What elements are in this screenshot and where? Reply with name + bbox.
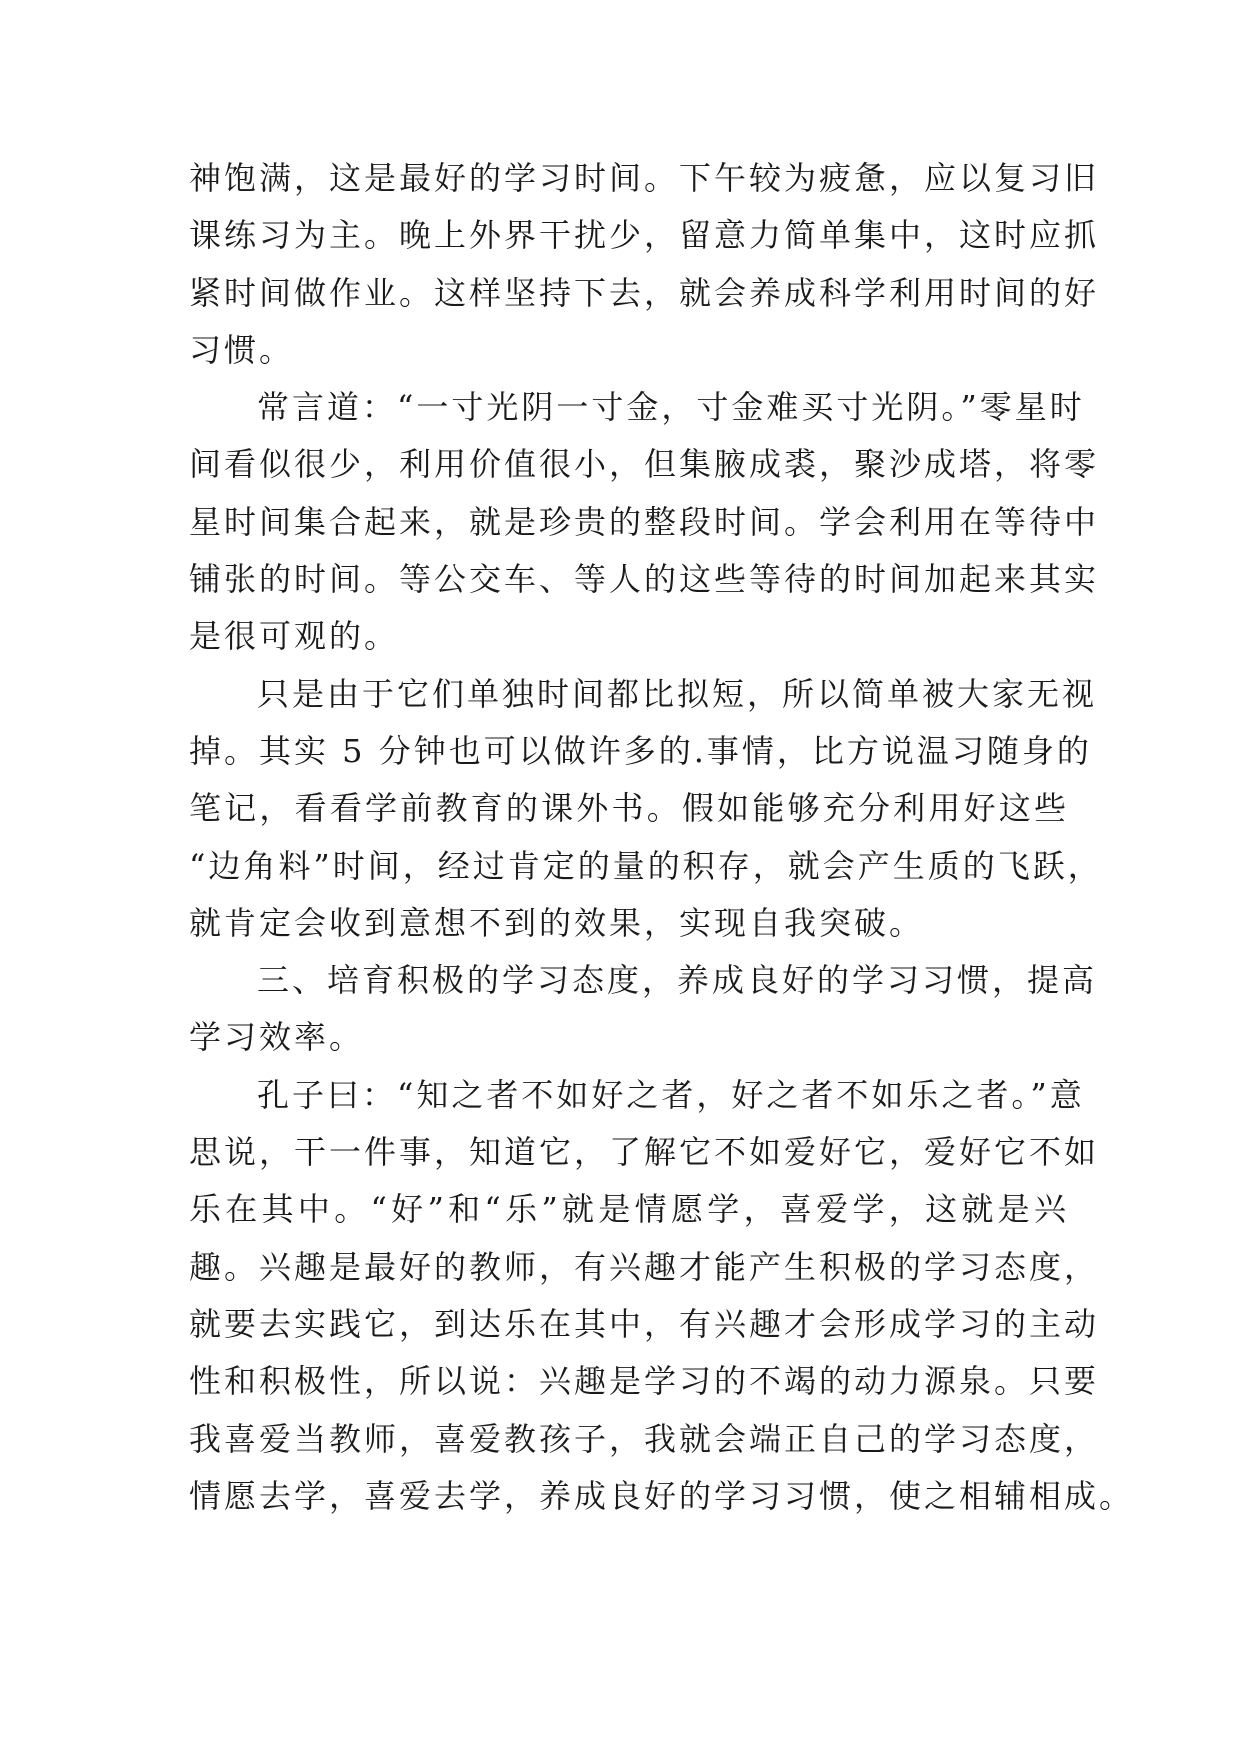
text-line: 乐在其中。“好”和“乐”就是情愿学，喜爱学，这就是兴 <box>189 1190 1069 1229</box>
text-line: 掉。其实 5 分钟也可以做许多的.事情，比方说温习随身的 <box>189 731 1092 770</box>
text-line: 情愿去学，喜爱去学，养成良好的学习习惯，使之相辅相成。 <box>189 1476 1135 1515</box>
text-line: 思说，干一件事，知道它，了解它不如爱好它，爱好它不如 <box>189 1133 1100 1172</box>
text-line: 间看似很少，利用价值很小，但集腋成裘，聚沙成塔，将零 <box>189 445 1100 484</box>
text-line: “边角料”时间，经过肯定的量的积存，就会产生质的飞跃， <box>189 846 1103 885</box>
text-line: 习惯。 <box>189 330 295 369</box>
text-line: 紧时间做作业。这样坚持下去，就会养成科学利用时间的好 <box>189 273 1100 312</box>
text-line: 常言道：“一寸光阴一寸金，寸金难买寸光阴。”零星时 <box>257 388 1085 427</box>
text-line: 性和积极性，所以说：兴趣是学习的不竭的动力源泉。只要 <box>189 1362 1100 1401</box>
text-line: 星时间集合起来，就是珍贵的整段时间。学会利用在等待中 <box>189 502 1100 541</box>
text-line: 铺张的时间。等公交车、等人的这些等待的时间加起来其实 <box>189 560 1100 599</box>
text-line: 孔子曰：“知之者不如好之者，好之者不如乐之者。”意 <box>257 1075 1085 1114</box>
text-line: 学习效率。 <box>189 1018 365 1057</box>
text-line: 神饱满，这是最好的学习时间。下午较为疲惫，应以复习旧 <box>189 159 1100 197</box>
text-line: 就要去实践它，到达乐在其中，有兴趣才会形成学习的主动 <box>189 1304 1100 1343</box>
text-line: 就肯定会收到意想不到的效果，实现自我突破。 <box>189 903 925 942</box>
text-line: 我喜爱当教师，喜爱教孩子，我就会端正自己的学习态度， <box>189 1419 1100 1458</box>
body-text <box>189 150 1135 1525</box>
text-line: 课练习为主。晚上外界干扰少，留意力简单集中，这时应抓 <box>189 216 1100 255</box>
text-line: 笔记，看看学前教育的课外书。假如能够充分利用好这些 <box>189 789 1069 828</box>
text-line: 是很可观的。 <box>189 617 400 656</box>
text-line: 三、培育积极的学习态度，养成良好的学习习惯，提高 <box>257 961 1098 1000</box>
text-line: 趣。兴趣是最好的教师，有兴趣才能产生积极的学习态度， <box>189 1247 1100 1286</box>
text-line: 只是由于它们单独时间都比拟短，所以简单被大家无视 <box>257 674 1098 713</box>
